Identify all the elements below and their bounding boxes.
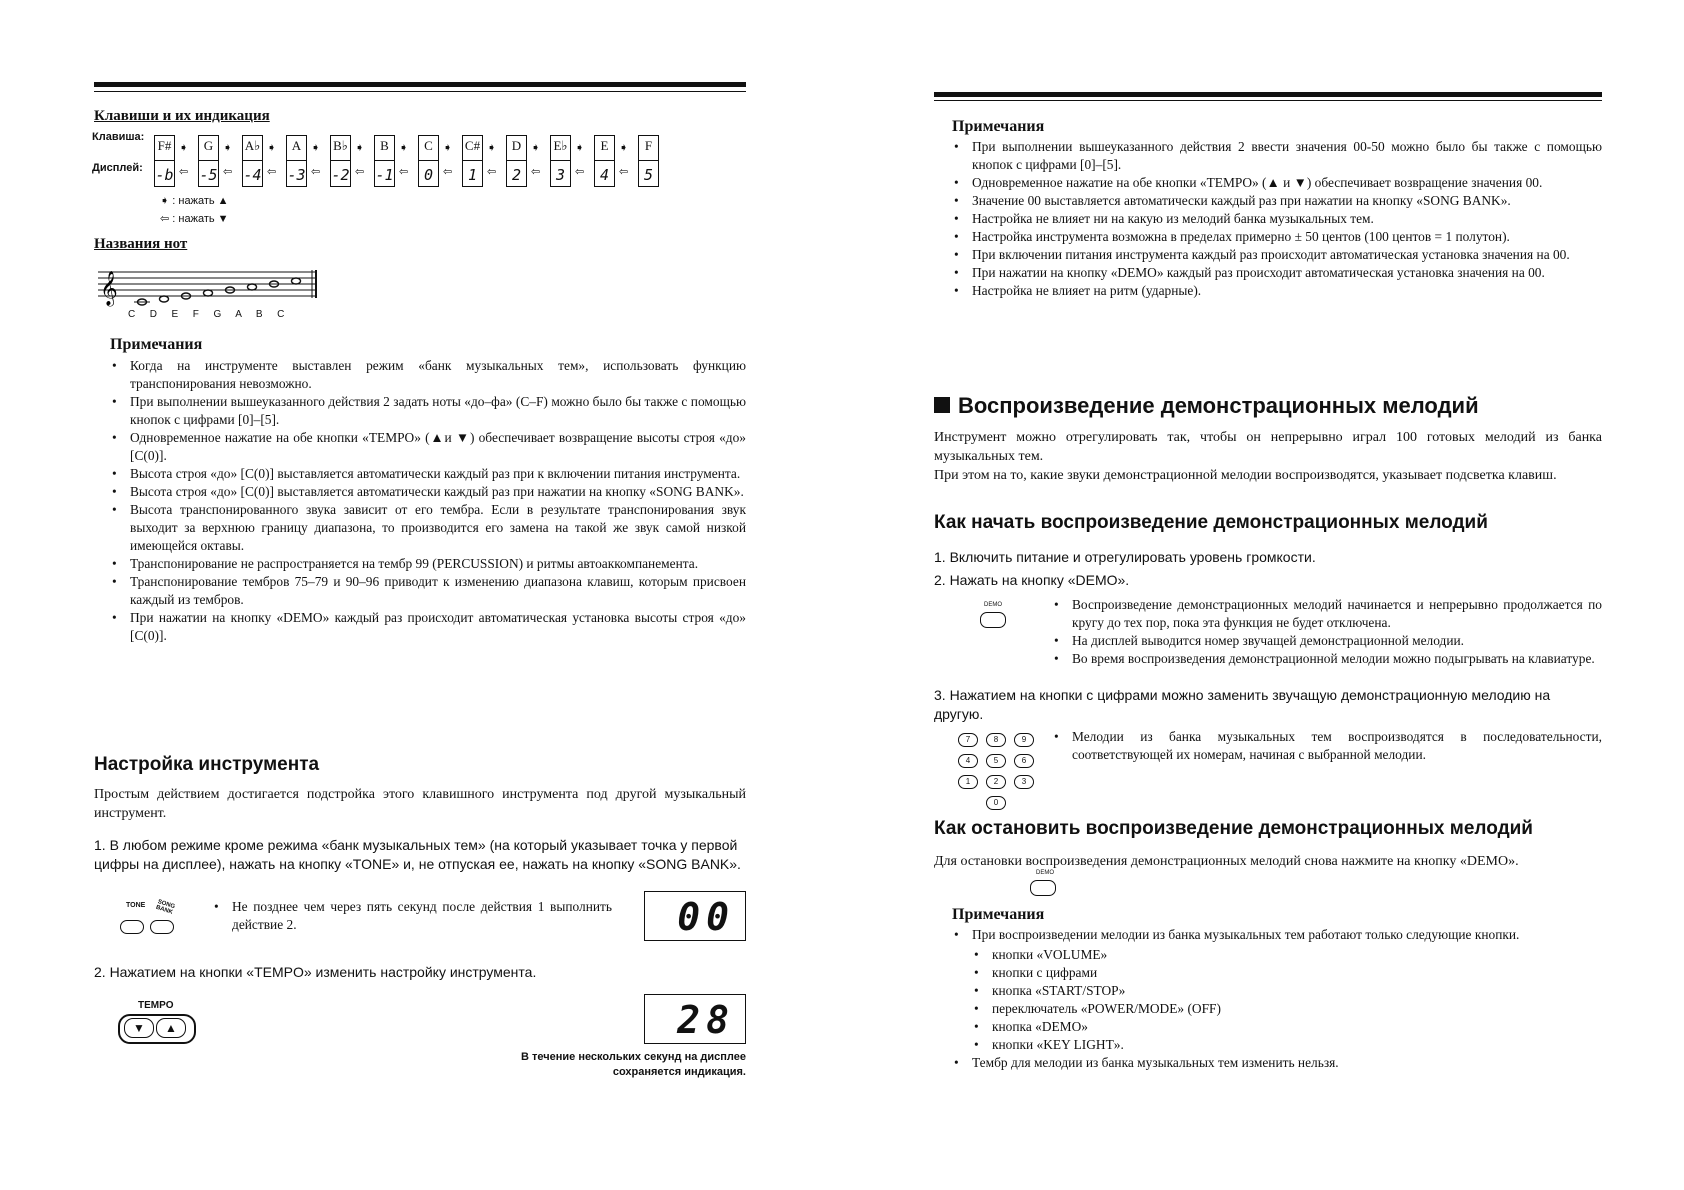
tuning-step-2: 2. Нажатием на кнопки «TEMPO» изменить настройку инструмента.: [94, 964, 537, 980]
key-display: -b: [155, 166, 174, 184]
remark-item: • Значение 00 выставляется автоматически каждый раз при нажатии на кнопку «SONG BANK».: [952, 192, 1602, 210]
arrow-left-icon: ⇦: [575, 165, 585, 178]
key-display: -1: [375, 166, 394, 184]
key-note: C: [424, 138, 433, 153]
remarks2-item: • переключатель «POWER/MODE» (OFF): [972, 1000, 1602, 1018]
arrow-left-icon: ⇦: [531, 165, 541, 178]
arrow-right-icon: ➧: [355, 141, 365, 154]
number-button-4[interactable]: 4: [958, 754, 978, 768]
songbank-label: SONG BANK: [154, 899, 176, 916]
key-box: [330, 135, 351, 187]
legend-up: [160, 194, 229, 207]
tone-button[interactable]: [120, 920, 144, 934]
remark-item: • При включении питания инструмента каждый раз происходит автоматическая установка значения на 00.: [952, 246, 1602, 264]
arrow-right-icon: ➧: [443, 141, 453, 154]
arrow-right-icon: ➧: [223, 141, 233, 154]
tone-label: TONE: [126, 902, 146, 909]
start-step-1: 1. Включить питание и отрегулировать уровень громкости.: [934, 549, 1316, 565]
remark-item: • Транспонирование тембров 75–79 и 90–96 приводит к изменению диапазона клавиш, которым присвоен каждый из тембров.: [110, 573, 746, 609]
remark-item: • Когда на инструменте выставлен режим «банк музыкальных тем», использовать функцию транспонирования невозможно.: [110, 357, 746, 393]
demo-btn-label: DEMO: [984, 602, 1002, 608]
key-divider: [199, 160, 218, 161]
remark-item: • Настройка инструмента возможна в пределах примерно ± 50 центов (100 центов = 1 полутон).: [952, 228, 1602, 246]
key-divider: [639, 160, 658, 161]
remark-item: • Высота транспонированного звука зависит от его тембра. Если в результате транспонирования звук выходит за верхнюю границу диапазона, то производится его замена на такой же звук самой низкой имеющейся октавы.: [110, 501, 746, 555]
remark-item: • Одновременное нажатие на обе кнопки «TEMPO» (▲ и ▼) обеспечивает возвращение значения 00.: [952, 174, 1602, 192]
key-box: [638, 135, 659, 187]
keypad-note: • Мелодии из банка музыкальных тем воспроизводятся в последовательности, соответствующей их номерам, начиная с выбранной мелодии.: [1052, 728, 1602, 764]
key-divider: [419, 160, 438, 161]
key-note: B: [380, 138, 389, 153]
key-note: G: [203, 138, 214, 153]
arrow-right-icon: ➧: [619, 141, 629, 154]
arrow-right-icon: ➧: [160, 195, 170, 207]
remark-item: • Транспонирование не распространяется на тембр 99 (PERCUSSION) и ритмы автоаккомпанемента.: [110, 555, 746, 573]
key-display: 0: [423, 166, 434, 184]
tempo-up-button[interactable]: [156, 1018, 186, 1038]
remarks2-intro: [952, 926, 1602, 1054]
start-notes-list: [1052, 596, 1602, 668]
start-step-2: 2. Нажать на кнопку «DEMO».: [934, 572, 1130, 588]
number-button-2[interactable]: 2: [986, 775, 1006, 789]
keys-title: Клавиши и их индикация: [94, 108, 270, 124]
key-note: F: [644, 138, 653, 153]
arrow-right-icon: ➧: [179, 141, 189, 154]
start-title: Как начать воспроизведение демонстрационных мелодий: [934, 512, 1488, 533]
remarks2-sublist: [972, 946, 1602, 1054]
demo-title-text: Воспроизведение демонстрационных мелодий: [958, 393, 1479, 418]
key-display: 5: [643, 166, 654, 184]
key-divider: [375, 160, 394, 161]
treble-clef-icon: 𝄞: [100, 271, 118, 306]
triangle-down-icon: ▼: [133, 1021, 145, 1035]
demo-button[interactable]: [980, 612, 1006, 628]
label-key: Клавиша:: [92, 131, 145, 143]
triangle-up-icon: ▲: [165, 1021, 177, 1035]
arrow-left-icon: ⇦: [223, 165, 233, 178]
key-box: [506, 135, 527, 187]
key-divider: [155, 160, 174, 161]
stop-text: Для остановки воспроизведения демонстрационных мелодий снова нажмите на кнопку «DEMO».: [934, 854, 1519, 869]
key-display: 4: [599, 166, 610, 184]
remark-item: • При выполнении вышеуказанного действия 2 задать ноты «до–фа» (C–F) можно было бы также с помощью кнопок с цифрами [0]–[5].: [110, 393, 746, 429]
key-divider: [331, 160, 350, 161]
arrow-left-icon: ⇦: [619, 165, 629, 178]
key-box: [374, 135, 395, 187]
arrow-right-icon: ➧: [311, 141, 321, 154]
arrow-left-icon: ⇦: [179, 165, 189, 178]
key-note: A♭: [244, 138, 261, 153]
key-divider: [595, 160, 614, 161]
number-button-1[interactable]: 1: [958, 775, 978, 789]
top-rule-thin: [94, 91, 746, 92]
number-button-3[interactable]: 3: [1014, 775, 1034, 789]
key-display: 2: [511, 166, 522, 184]
key-divider: [463, 160, 482, 161]
tempo-buttons: [118, 1000, 198, 1050]
arrow-left-icon: ⇦: [355, 165, 365, 178]
legend-down-text: : нажать ▼: [172, 213, 229, 225]
remarks-list-left: [110, 357, 746, 645]
tuning-step-1: 1. В любом режиме кроме режима «банк музыкальных тем» (на который указывает точка у первой цифры на дисплее), нажать на кнопку «TONE» и, не отпуская ее, нажать на кнопку «SONG BANK».: [94, 837, 741, 872]
step1-note: • Не позднее чем через пять секунд после действия 1 выполнить действие 2.: [212, 898, 612, 934]
demo-button-group: [980, 602, 1010, 636]
tuning-title: Настройка инструмента: [94, 754, 320, 775]
arrow-right-icon: ➧: [487, 141, 497, 154]
arrow-right-icon: ➧: [267, 141, 277, 154]
remark-item: • Одновременное нажатие на обе кнопки «TEMPO» (▲и ▼) обеспечивает возвращение высоты строя «до» [C(0)].: [110, 429, 746, 465]
notes-title: Названия нот: [94, 236, 188, 252]
key-note: D: [511, 138, 522, 153]
remarks-title-left: Примечания: [110, 336, 203, 353]
remarks2-item: • кнопки «KEY LIGHT».: [972, 1036, 1602, 1054]
note-f: [204, 290, 213, 296]
remarks2-title: Примечания: [952, 906, 1045, 923]
key-box: [242, 135, 263, 187]
key-box: [154, 135, 175, 187]
remark-item: • При нажатии на кнопку «DEMO» каждый раз происходит автоматическая установка высоты строя «до» [C(0)].: [110, 609, 746, 645]
key-display: 3: [555, 166, 566, 184]
stop-title: Как остановить воспроизведение демонстрационных мелодий: [934, 818, 1533, 839]
tempo-down-button[interactable]: [124, 1018, 154, 1038]
remarks-title-right: Примечания: [952, 118, 1045, 135]
legend-up-text: : нажать ▲: [172, 195, 229, 207]
square-bullet-icon: [934, 397, 950, 413]
remark-item: • Высота строя «до» [C(0)] выставляется автоматически каждый раз при нажатии на кнопку «SONG BANK».: [110, 483, 746, 501]
start-step-3: 3. Нажатием на кнопки с цифрами можно заменить звучащую демонстрационную мелодию на другую.: [934, 687, 1551, 722]
stop-demo-button[interactable]: [1030, 880, 1056, 896]
remark-item: • Высота строя «до» [C(0)] выставляется автоматически каждый раз при к включении питания инструмента.: [110, 465, 746, 483]
note-d: [160, 296, 169, 302]
remark-item: • Настройка не влияет ни на какую из мелодий банка музыкальных тем.: [952, 210, 1602, 228]
key-divider: [287, 160, 306, 161]
arrow-left-icon: ⇦: [160, 213, 170, 225]
demo-intro-2: При этом на то, какие звуки демонстрационной мелодии воспроизводятся, указывает подсветка клавиш.: [934, 468, 1557, 483]
key-note: E: [600, 138, 609, 153]
key-box: [286, 135, 307, 187]
top-rule-thin-right: [934, 100, 1602, 101]
songbank-button[interactable]: [150, 920, 174, 934]
number-button-9[interactable]: 9: [1014, 733, 1034, 747]
key-note: B♭: [333, 138, 348, 153]
remarks-list-right: [952, 138, 1602, 300]
tempo-label: TEMPO: [138, 1000, 174, 1011]
key-display: -5: [199, 166, 218, 184]
arrow-left-icon: ⇦: [399, 165, 409, 178]
arrow-right-icon: ➧: [575, 141, 585, 154]
number-keypad: [958, 733, 1042, 817]
legend-down: [160, 212, 229, 225]
start-note-item: • Воспроизведение демонстрационных мелодий начинается и непрерывно продолжается по кругу до тех пор, пока эта функция не будет отключена.: [1052, 596, 1602, 632]
key-divider: [243, 160, 262, 161]
number-button-0[interactable]: 0: [986, 796, 1006, 810]
remarks2-last: • Тембр для мелодии из банка музыкальных тем изменить нельзя.: [952, 1054, 1602, 1072]
lcd-display-1: 00: [644, 891, 746, 941]
arrow-right-icon: ➧: [531, 141, 541, 154]
key-divider: [507, 160, 526, 161]
step1-note-list: [212, 898, 612, 934]
music-staff: [94, 262, 324, 312]
note-c2: [292, 278, 301, 284]
key-note: F#: [157, 138, 172, 153]
number-button-5[interactable]: 5: [986, 754, 1006, 768]
lcd-display-2: 28: [644, 994, 746, 1044]
key-box: [418, 135, 439, 187]
start-note-item: • Во время воспроизведения демонстрационной мелодии можно подыгрывать на клавиатуре.: [1052, 650, 1602, 668]
remarks2-item: • кнопки «VOLUME»: [972, 946, 1602, 964]
remark-item: • Настройка не влияет на ритм (ударные).: [952, 282, 1602, 300]
right-page: [842, 0, 1684, 1190]
staff-labels: C D E F G A B C: [128, 309, 288, 320]
key-display: 1: [467, 166, 478, 184]
key-note: A: [291, 138, 302, 153]
remark-item: • При нажатии на кнопку «DEMO» каждый раз происходит автоматическая установка значения на 00.: [952, 264, 1602, 282]
arrow-left-icon: ⇦: [311, 165, 321, 178]
arrow-left-icon: ⇦: [267, 165, 277, 178]
key-divider: [551, 160, 570, 161]
key-display: -4: [243, 166, 262, 184]
tone-songbank-buttons: [118, 899, 188, 942]
key-note: C#: [464, 138, 481, 153]
remarks2-item: • кнопка «DEMO»: [972, 1018, 1602, 1036]
start-note-item: • На дисплей выводится номер звучащей демонстрационной мелодии.: [1052, 632, 1602, 650]
remarks2-item: • кнопка «START/STOP»: [972, 982, 1602, 1000]
arrow-left-icon: ⇦: [443, 165, 453, 178]
top-rule-thick: [94, 82, 746, 87]
stop-demo-button-group: [1030, 870, 1058, 900]
tuning-intro: Простым действием достигается подстройка этого клавишного инструмента под другой музыкальный инструмент.: [94, 787, 746, 821]
number-button-6[interactable]: 6: [1014, 754, 1034, 768]
remarks2-intro-text: При воспроизведении мелодии из банка музыкальных тем работают только следующие кнопки.: [972, 927, 1520, 942]
arrow-right-icon: ➧: [399, 141, 409, 154]
key-display: -3: [287, 166, 306, 184]
lcd2-caption: В течение нескольких секунд на дисплее сохраняется индикация.: [521, 1051, 746, 1078]
demo-intro-1: Инструмент можно отрегулировать так, чтобы он непрерывно играл 100 готовых мелодий из банка музыкальных тем.: [934, 430, 1602, 464]
number-button-7[interactable]: 7: [958, 733, 978, 747]
remarks2-list: [952, 926, 1602, 1072]
key-box: [550, 135, 571, 187]
remarks2-item: • кнопки с цифрами: [972, 964, 1602, 982]
demo-title: [934, 393, 1479, 419]
remark-item: • При выполнении вышеуказанного действия 2 ввести значения 00-50 можно было бы также с помощью кнопок с цифрами [0]–[5].: [952, 138, 1602, 174]
stop-demo-btn-label: DEMO: [1036, 870, 1054, 876]
key-display: -2: [331, 166, 350, 184]
top-rule-thick-right: [934, 92, 1602, 97]
note-a: [248, 284, 257, 290]
key-box: [462, 135, 483, 187]
key-box: [594, 135, 615, 187]
key-box: [198, 135, 219, 187]
keypad-note-list: [1052, 728, 1602, 764]
number-button-8[interactable]: 8: [986, 733, 1006, 747]
key-note: E♭: [553, 138, 568, 153]
label-display: Дисплей:: [92, 162, 143, 174]
arrow-left-icon: ⇦: [487, 165, 497, 178]
